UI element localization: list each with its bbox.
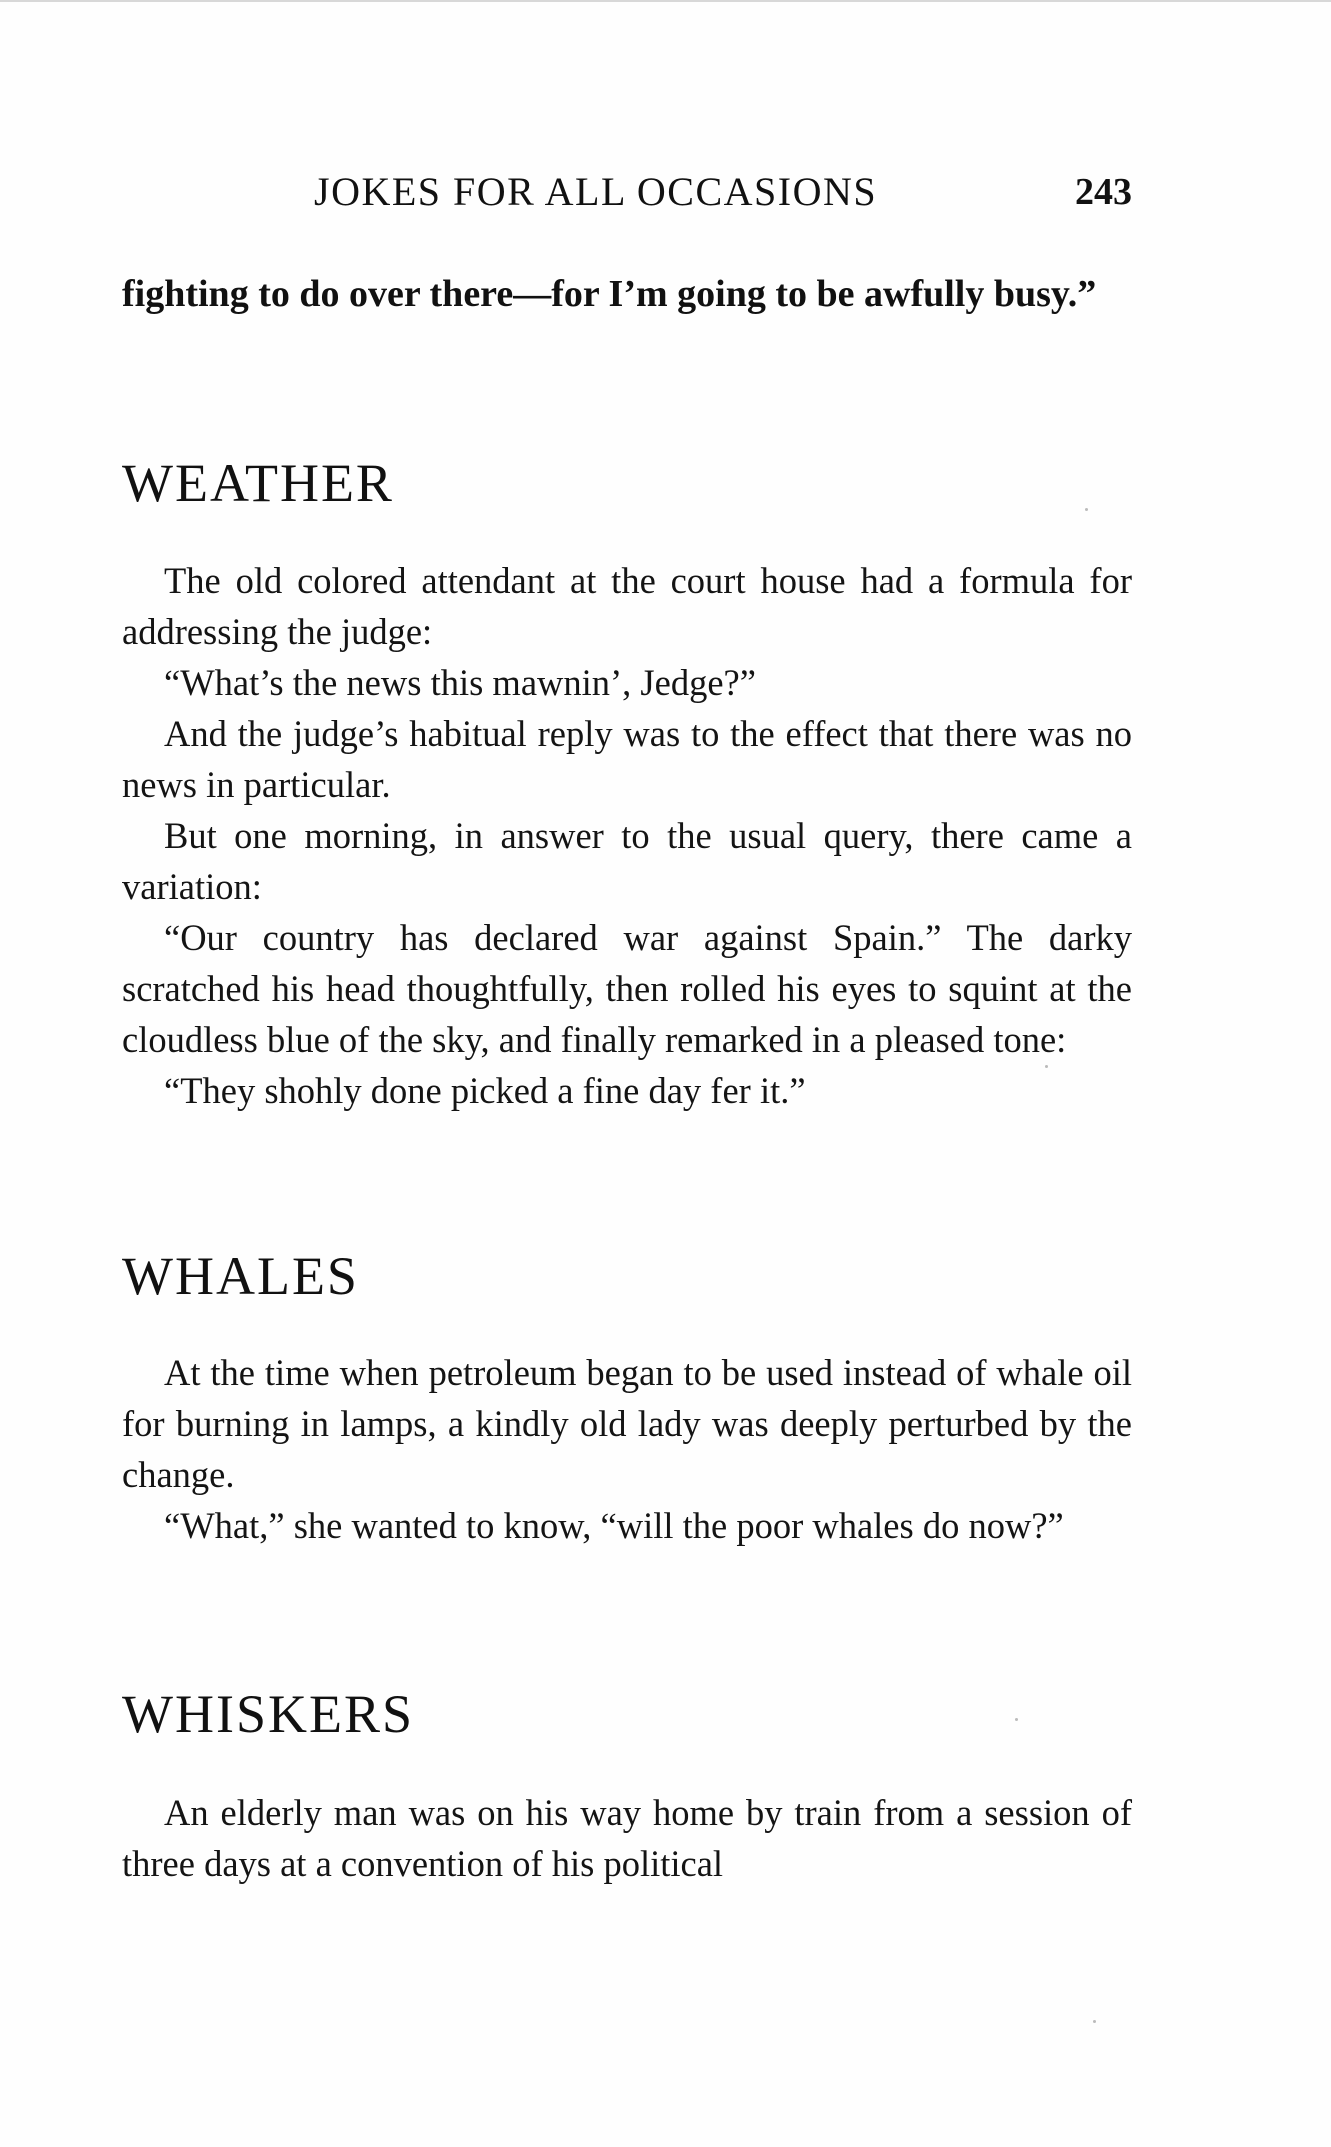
page-number: 243 (1075, 171, 1132, 213)
paragraph: At the time when petroleum began to be used instead of whale oil for burning in lamps, a kindly old lady was deeply perturbed by the change. (122, 1352, 1132, 1495)
page-edge (0, 0, 1331, 2)
paragraph: “They shohly done picked a fine day fer it.” (164, 1070, 806, 1111)
paragraph: “What,” she wanted to know, “will the poor whales do now?” (164, 1505, 1064, 1546)
paragraph: “What’s the news this mawnin’, Jedge?” (164, 662, 756, 703)
section-body-whiskers (122, 1787, 1132, 1889)
section-body-weather (122, 555, 1132, 1116)
scan-speck (1045, 1065, 1048, 1068)
scan-speck (1085, 508, 1088, 511)
paragraph: And the judge’s habitual reply was to the effect that there was no news in particular. (122, 713, 1132, 805)
continued-paragraph: fighting to do over there—for I’m going to be awfully busy.” (122, 273, 1097, 315)
section-title-whiskers: WHISKERS (122, 1684, 415, 1744)
paragraph: An elderly man was on his way home by train from a session of three days at a convention of his political (122, 1792, 1132, 1884)
section-title-whales: WHALES (122, 1246, 359, 1306)
paragraph: But one morning, in answer to the usual query, there came a variation: (122, 815, 1132, 907)
running-title: JOKES FOR ALL OCCASIONS (314, 169, 878, 214)
scan-speck (1093, 2020, 1096, 2023)
section-body-whales (122, 1347, 1132, 1551)
scan-speck (1015, 1718, 1018, 1721)
section-title-weather: WEATHER (122, 453, 394, 513)
paragraph: “Our country has declared war against Spain.” The darky scratched his head thoughtfully, then rolled his eyes to squint at the cloudless blue of the sky, and finally remarked in a pleased tone: (122, 917, 1132, 1060)
paragraph: The old colored attendant at the court house had a formula for addressing the judge: (122, 560, 1132, 652)
